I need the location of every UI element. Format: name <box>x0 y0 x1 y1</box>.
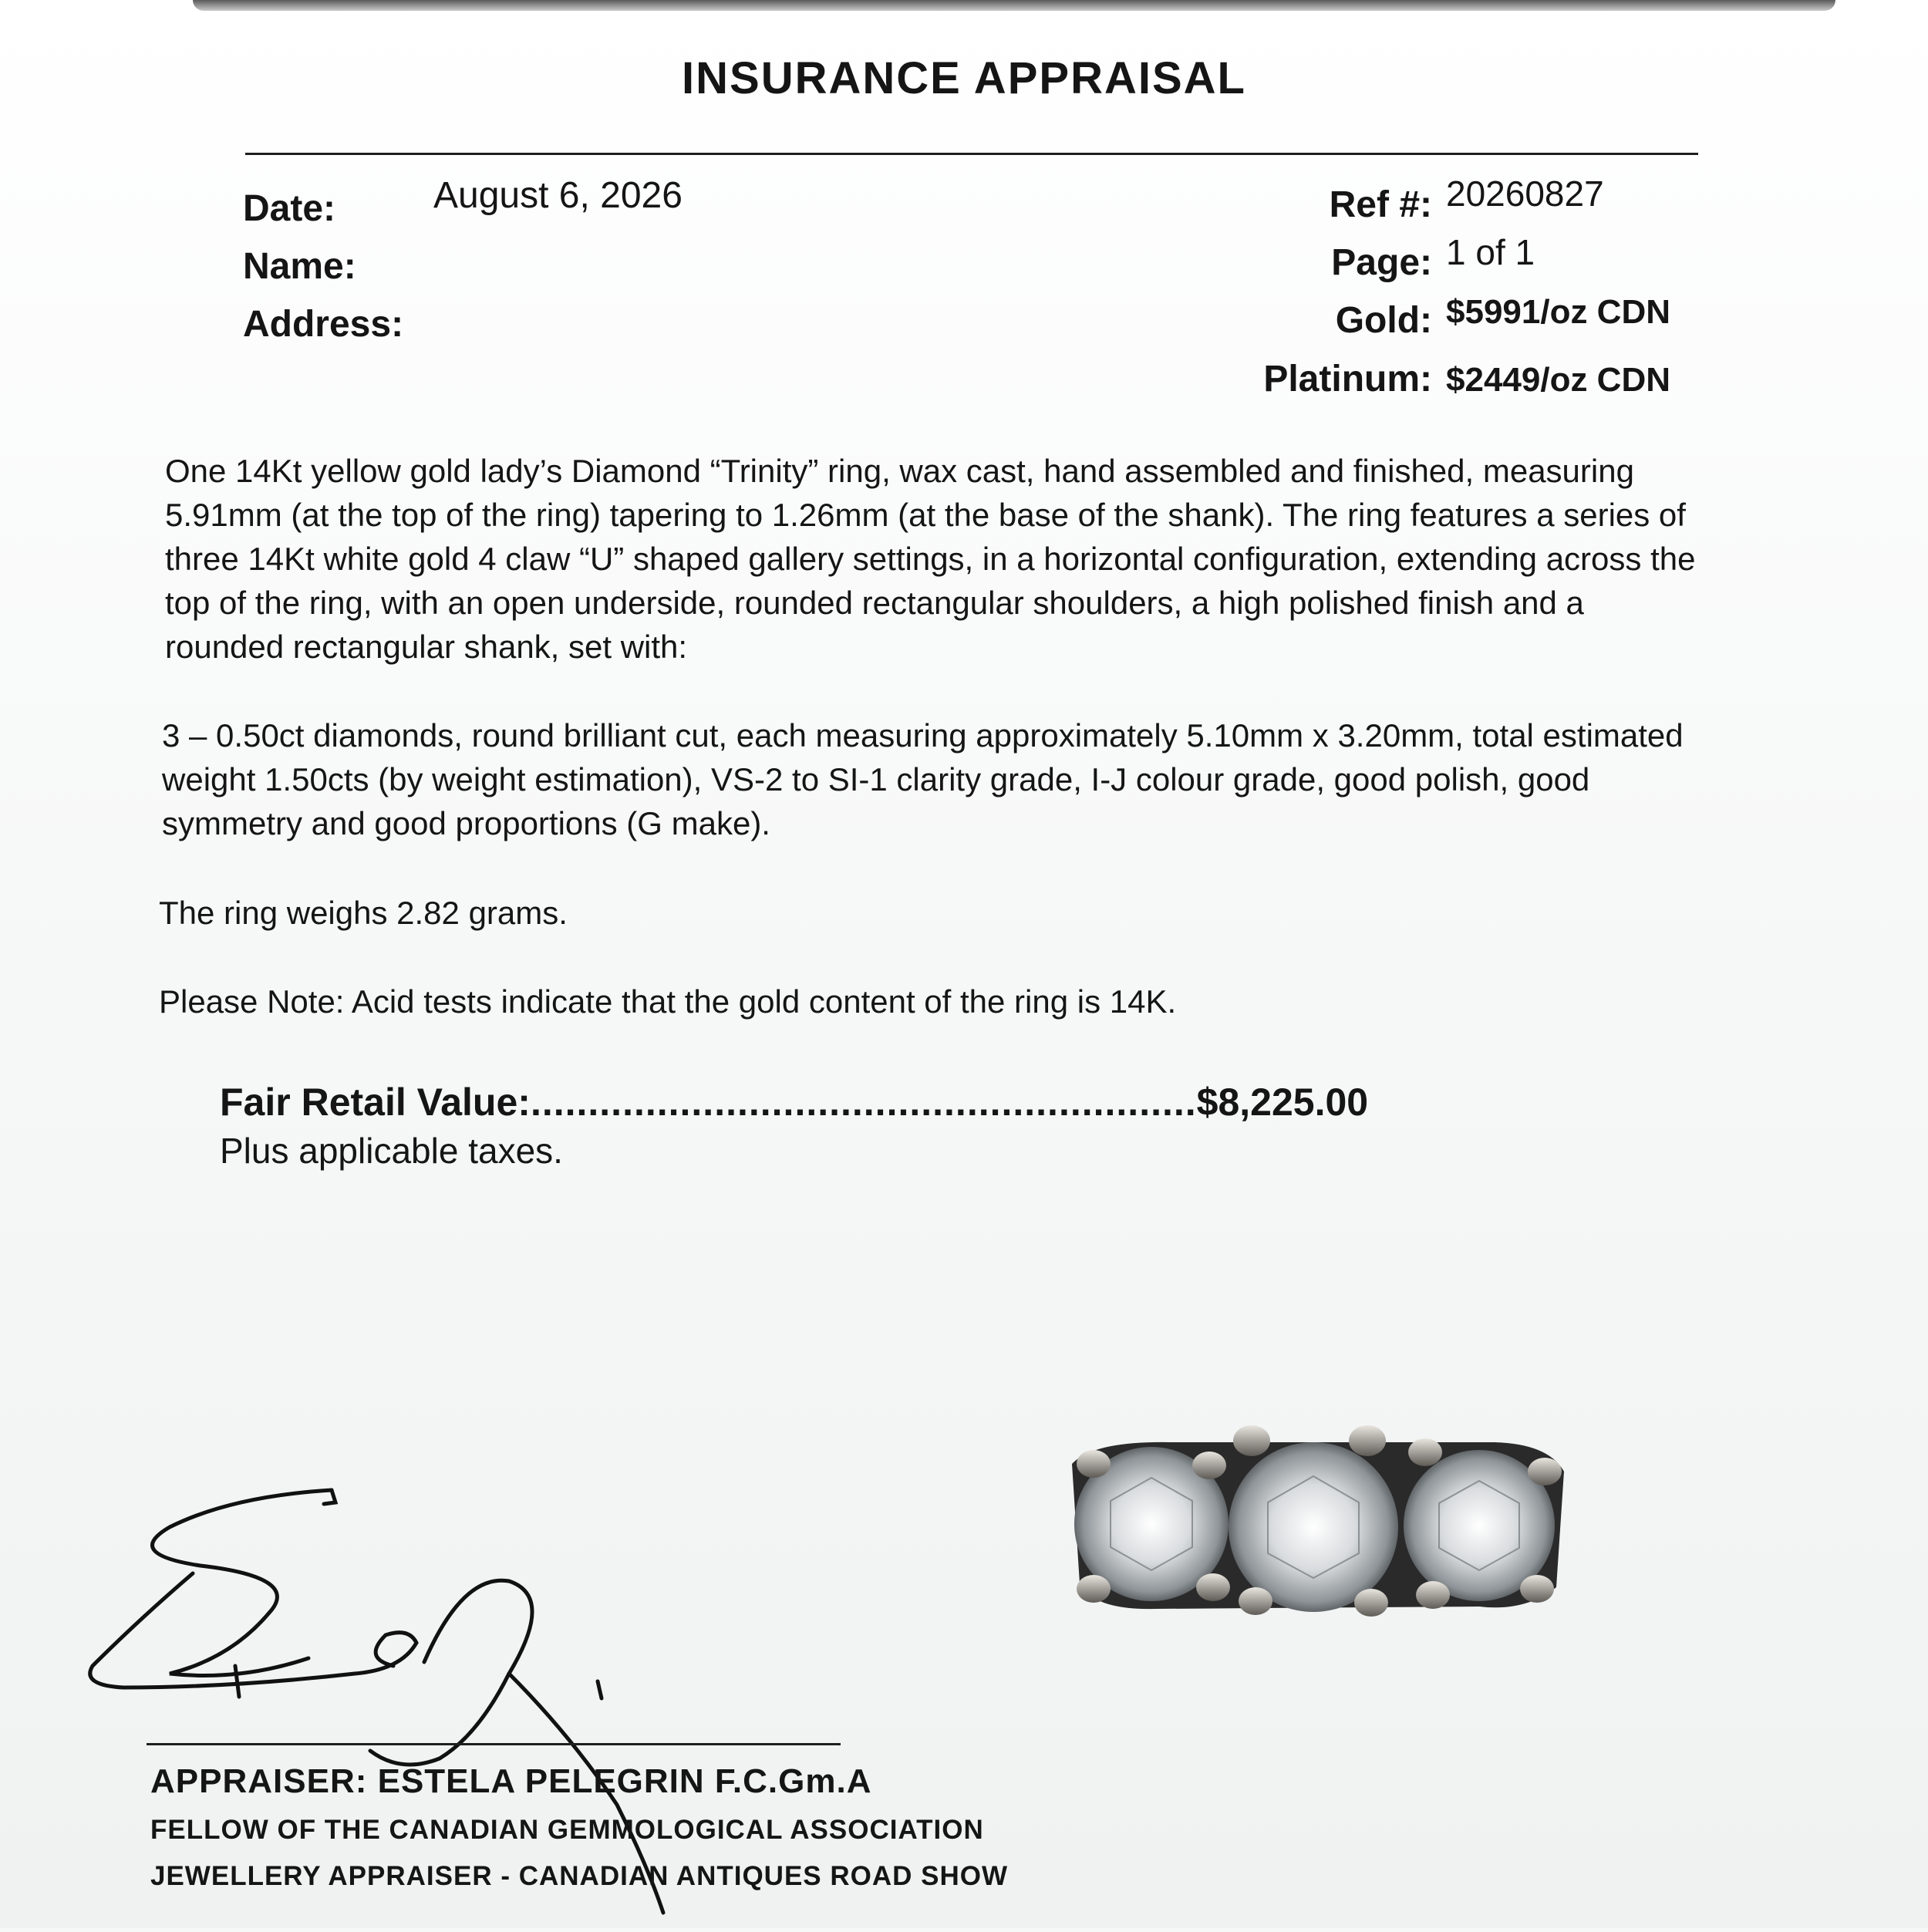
platinum-value: $2449/oz CDN <box>1446 361 1671 399</box>
appraiser-credential-2: JEWELLERY APPRAISER - CANADIAN ANTIQUES ROAD SHOW <box>150 1861 1009 1891</box>
value-leader-dots: .......................................................... <box>530 1081 1197 1124</box>
ring-description: One 14Kt yellow gold lady’s Diamond “Trinity” ring, wax cast, hand assembled and finished, measuring 5.91mm (at the top of the ring) tapering to 1.26mm (at the base of the shank). The ring features a series of three 14Kt white gold 4 claw “U” shaped gallery settings, in a horizontal configuration, extending across the top of the ring, with an open underside, rounded rectangular shoulders, a high polished finish and a rounded rectangular shank, set with: <box>165 453 1696 665</box>
name-label: Name: <box>243 246 356 287</box>
title-divider <box>245 153 1698 155</box>
ref-value: 20260827 <box>1446 174 1604 214</box>
clipboard-edge <box>193 0 1835 11</box>
date-label: Date: <box>243 188 336 229</box>
date-value: August 6, 2026 <box>433 175 683 216</box>
ring-photo <box>1063 1410 1572 1626</box>
appraiser-credential-1: FELLOW OF THE CANADIAN GEMMOLOGICAL ASSOCIATION <box>150 1815 984 1845</box>
gold-value: $5991/oz CDN <box>1446 293 1671 331</box>
taxes-note: Plus applicable taxes. <box>220 1131 563 1171</box>
signature-line <box>147 1743 841 1745</box>
ring-weight: The ring weighs 2.82 grams. <box>159 895 568 931</box>
document-title: INSURANCE APPRAISAL <box>682 53 1246 103</box>
value-amount: $8,225.00 <box>1196 1081 1369 1124</box>
page-value: 1 of 1 <box>1446 232 1535 272</box>
platinum-label: Platinum: <box>1263 359 1432 400</box>
acid-test-note: Please Note: Acid tests indicate that the gold content of the ring is 14K. <box>159 983 1177 1020</box>
diamond-details: 3 – 0.50ct diamonds, round brilliant cut, each measuring approximately 5.10mm x 3.20mm, total estimated weight 1.50cts (by weight estimation), VS-2 to SI-1 clarity grade, I-J colour grade, good polish, good symmetry and good proportions (G make). <box>162 717 1684 841</box>
value-label: Fair Retail Value: <box>220 1081 531 1124</box>
fair-retail-value-row <box>220 1080 1368 1124</box>
page-label: Page: <box>1331 242 1432 283</box>
address-label: Address: <box>243 304 404 345</box>
appraiser-name: APPRAISER: ESTELA PELEGRIN F.C.Gm.A <box>150 1762 872 1800</box>
ref-label: Ref #: <box>1329 184 1432 225</box>
gold-label: Gold: <box>1335 300 1432 341</box>
